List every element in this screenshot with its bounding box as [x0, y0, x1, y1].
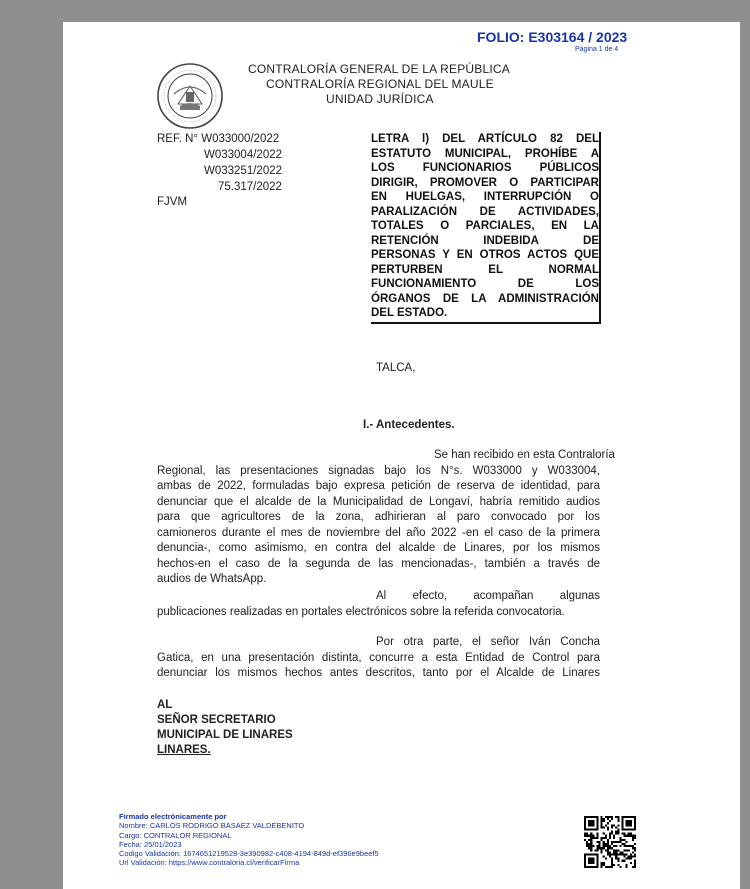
signature-code: Codigo Validación: 1674651219528-3e390982-c408-4194-849d-ef396e9beef5 [119, 849, 379, 859]
header-line-2: CONTRALORÍA REGIONAL DEL MAULE [266, 77, 494, 91]
subject-line: EN HUELGAS, INTERRUPCIÓN O [371, 191, 599, 203]
contraloria-seal-icon [156, 62, 224, 130]
addressee-line-2: SEÑOR SECRETARIO [157, 714, 276, 726]
subject-line: TOTALES O PARCIALES, EN LA [371, 220, 599, 232]
document-page [63, 22, 740, 889]
folio-number: FOLIO: E303164 / 2023 [477, 29, 628, 45]
reference-number-3: W033251/2022 [204, 165, 283, 177]
paragraph-line: para que agricultores de la zona, adhirieran al paro convocado por los [157, 511, 600, 523]
paragraph-line: hechos-en el caso de la segunda de las mencionadas-, también a través de [157, 558, 600, 570]
section-title: I.- Antecedentes. [363, 419, 455, 431]
subject-line: ESTATUTO MUNICIPAL, PROHÍBE A [371, 147, 599, 160]
subject-line: DIRIGIR, PROMOVER O PARTICIPAR [371, 176, 599, 189]
signature-title: Firmado electrónicamente por [119, 812, 227, 821]
subject-line: PERTURBEN EL NORMAL [371, 263, 599, 276]
paragraph-line: Regional, las presentaciones signadas bajo los N°s. W033000 y W033004, [157, 465, 600, 477]
addressee-line-3: MUNICIPAL DE LINARES [157, 729, 293, 741]
subject-line: PARALIZACIÓN DE ACTIVIDADES, [371, 205, 599, 218]
paragraph-line: Gatica, en una presentación distinta, concurre a esta Entidad de Control para [157, 652, 600, 664]
paragraph-line: denunciar que el alcalde de la Municipalidad de Longaví, habría remitido audios [157, 496, 600, 508]
header-line-1: CONTRALORÍA GENERAL DE LA REPÚBLICA [248, 62, 510, 76]
paragraph-line: denunciar los mismos hechos antes descritos, tanto por el Alcalde de Linares [157, 667, 600, 679]
electronic-signature [119, 812, 379, 868]
paragraph-line: camioneros durante el mes de noviembre del año 2022 -en el caso de la primera [157, 527, 600, 539]
page-number: Página 1 de 4 [575, 46, 619, 53]
author-initials: FJVM [157, 196, 188, 208]
subject-line: FUNCIONAMIENTO DE LOS [371, 278, 599, 290]
signature-url[interactable]: Url Validación: https://www.contraloria.cl/verificarFirma [119, 858, 300, 868]
subject-line: PERSONAS Y EN OTROS ACTOS QUE [371, 249, 599, 261]
paragraph-line: Al efecto, acompañan algunas [376, 590, 600, 602]
signature-role: Cargo: CONTRALOR REGIONAL [119, 830, 232, 840]
place-name: TALCA, [376, 362, 416, 374]
paragraph-line: ambas de 2022, formuladas bajo expresa petición de reserva de identidad, para [157, 480, 600, 492]
subject-line: LOS FUNCIONARIOS PÚBLICOS [371, 162, 599, 174]
paragraph-line: Por otra parte, el señor Iván Concha [376, 636, 600, 648]
addressee-line-4: LINARES. [157, 744, 211, 756]
addressee-line-1: AL [157, 699, 173, 711]
subject-line: ÓRGANOS DE LA ADMINISTRACIÓN [371, 292, 599, 305]
reference-number-2: W033004/2022 [204, 149, 283, 161]
paragraph-line: denuncia-, como asimismo, en contra del alcalde de Linares, por los mismos [157, 542, 600, 554]
subject-line: RETENCIÓN INDEBIDA DE [371, 234, 599, 247]
subject-line: LETRA l) DEL ARTÍCULO 82 DEL [371, 133, 599, 145]
signature-name: Nombre: CARLOS RODRIGO BASAEZ VALDEBENITO [119, 821, 305, 831]
header-line-3: UNIDAD JURÍDICA [326, 92, 434, 106]
reference-number-4: 75.317/2022 [218, 181, 282, 193]
paragraph-line: Se han recibido en esta Contraloría [434, 449, 615, 461]
signature-date: Fecha: 25/01/2023 [119, 839, 182, 849]
subject-line: DEL ESTADO. [371, 307, 448, 319]
subject-box [371, 132, 601, 324]
qr-code-icon [584, 816, 636, 868]
paragraph-line: publicaciones realizadas en portales electrónicos sobre la referida convocatoria. [157, 606, 565, 618]
reference-number-1: REF. N° W033000/2022 [157, 133, 280, 145]
paragraph-line: audios de WhatsApp. [157, 573, 267, 585]
